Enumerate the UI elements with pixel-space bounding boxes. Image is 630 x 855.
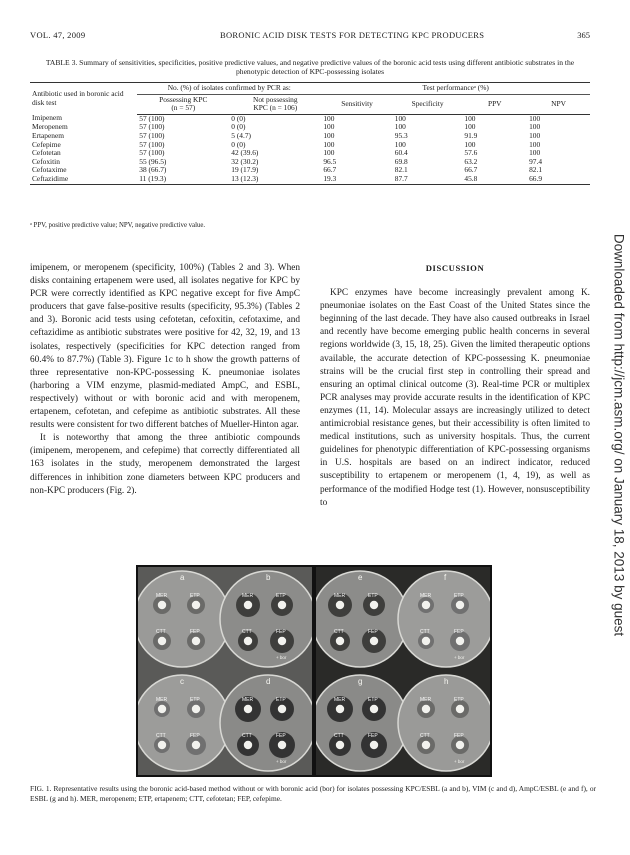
petri-dish (316, 571, 408, 667)
boronic-label: + bor (454, 655, 465, 660)
antibiotic-disk (370, 637, 378, 645)
table-cell: 100 (394, 122, 406, 132)
antibiotic-disk (370, 705, 378, 713)
table-footnote: ᵃ PPV, positive predictive value; NPV, negative predictive value. (30, 222, 206, 229)
table-cell: 63.2 (464, 156, 478, 166)
petri-dish (398, 571, 490, 667)
table-cell: 100 (529, 139, 541, 149)
antibiotic-disk (244, 601, 252, 609)
petri-photo (316, 671, 490, 775)
table-row (30, 132, 590, 141)
table-cell: 57.6 (464, 148, 478, 158)
table-cell: 100 (529, 113, 541, 123)
antibiotic-disk (370, 741, 378, 749)
antibiotic-disk (370, 601, 378, 609)
disk-label: FEP (368, 629, 378, 635)
disk-label: MER (334, 697, 346, 703)
antibiotic-disk (336, 741, 344, 749)
table-cell: 57 (100) (139, 148, 165, 158)
table-cell: 100 (323, 148, 335, 158)
antibiotic-disk (158, 705, 166, 713)
petri-dish (138, 571, 230, 667)
table-cell: 97.4 (529, 156, 543, 166)
table-cell: 95.3 (394, 130, 408, 140)
disk-label: FEP (276, 629, 286, 635)
group-header-performance: Test performanceᵃ (%) (321, 83, 590, 95)
table-row (30, 158, 590, 167)
antibiotic-disk (422, 601, 430, 609)
table-cell: 32 (30.2) (231, 156, 259, 166)
antibiotic-disk (192, 705, 200, 713)
table-cell: 19.3 (321, 175, 392, 184)
petri-dish (220, 571, 312, 667)
table-row (30, 175, 590, 184)
panel-letter: g (358, 677, 363, 686)
figure-panel-pair (138, 671, 312, 775)
panel-letter: c (180, 677, 184, 686)
antibiotic-disk (158, 601, 166, 609)
table-cell: 55 (96.5) (139, 156, 167, 166)
antibiotic-disk (456, 601, 464, 609)
paragraph: imipenem, or meropenem (specificity, 100%) (Tables 2 and 3). When disks containing ertapenem were used, all isolates negative for KPC by PCR were correctly identified as KPC negative except for five AmpC producers that gave false-positive results (specificity, 95.3%) (Tables 2 and 3). Boronic acid tests using cefotetan, cefoxitin, cefotaxime, and ceftazidime as antibiotic substrates were positive for 42, 32, 19, and 13 isolates, respectively (specificities for KPC detection ranged from 60.4% to 87.7%) (Table 3). Figure 1c to h show the growth patterns of three representative non-KPC-possessing K. pneumoniae isolates (harboring a VIM enzyme, plasmid-mediated AmpC, and ESBL, respectively) without or with boronic acid and with meropenem, ertapenem, cefotetan, and cefepime as antibiotic substrates. All these results were consistent for two different batches of Mueller-Hinton agar. (30, 263, 300, 431)
disk-label: FEP (276, 733, 286, 739)
disk-label: FEP (454, 629, 464, 635)
antibiotic-disk (422, 637, 430, 645)
cell-antibiotic: Meropenem (32, 122, 68, 132)
table-cell: 100 (529, 122, 541, 132)
cell-antibiotic: Cefoxitin (32, 156, 60, 166)
table-cell: 0 (0) (231, 139, 246, 149)
table-cell: 100 (529, 130, 541, 140)
petri-dish (220, 675, 312, 771)
table-cell: 100 (323, 113, 335, 123)
disk-label: MER (242, 697, 254, 703)
disk-label: MER (420, 697, 432, 703)
disk-label: MER (156, 593, 168, 599)
antibiotic-disk (336, 637, 344, 645)
panel-letter: d (266, 677, 271, 686)
table-cell: 100 (323, 122, 335, 132)
disk-label: CTT (334, 629, 344, 635)
table-cell: 82.1 (394, 165, 408, 175)
petri-photo (138, 567, 312, 671)
petri-dish (138, 675, 230, 771)
table-cell: 69.8 (394, 156, 408, 166)
table-cell: 91.9 (464, 130, 478, 140)
petri-dish (398, 675, 490, 771)
figure-caption: FIG. 1. Representative results using the boronic acid-based method without or with boronic acid (bor) for isolates possessing KPC/ESBL (a and b), VIM (c and d), AmpC/ESBL (e and f), or ESBL (g and h). MER, meropenem; ETP, ertapenem; CTT, cefotetan; FEP, cefepime. (30, 784, 596, 803)
panel-letter: h (444, 677, 449, 686)
disk-label: FEP (190, 733, 200, 739)
panel-letter: a (180, 573, 185, 582)
petri-photo (316, 567, 490, 671)
cell-antibiotic: Imipenem (32, 113, 62, 123)
antibiotic-disk (336, 705, 344, 713)
table-cell: 42 (39.6) (231, 148, 259, 158)
table-cell: 57 (100) (139, 122, 165, 132)
disk-label: FEP (454, 733, 464, 739)
disk-label: MER (420, 593, 432, 599)
paragraph: KPC enzymes have become increasingly prevalent among K. pneumoniae isolates on the East Coast of the United States since the beginning of the last decade. They have also caused outbreaks in Israel and recently have become emerging public health concerns in several regions worldwide (3, 15, 18, 25). Given the limited therapeutic options available, the accurate detection of KPC-possessing K. pneumoniae strains will be the crucial first step in controlling their spread and ensuring an optimal clinical outcome (3). Real-time PCR or multiplex PCR analyses may provide accurate results in the identification of KPC enzymes (11, 14). Molecular assays are increasingly utilized to detect antimicrobial resistance genes, but their accessibility is often limited to medical institutions, such as university hospitals. Thus, the current guidelines for phenotypic differentiation of KPC-possessing organisms in U.S. hospitals are based on an indirect indicator, reduced susceptibility to ertapenem or meropenem (1, 4, 19), as well as performance of the modified Hodge test (1). However, nonsusceptibility to (320, 288, 590, 508)
antibiotic-disk (456, 705, 464, 713)
left-text-column (30, 262, 300, 498)
cell-antibiotic: Ertapenem (32, 130, 65, 140)
column-header-npv: NPV (527, 94, 590, 114)
disk-label: ETP (190, 697, 200, 703)
column-header-antibiotic: Antibiotic used in boronic acid disk test (30, 83, 137, 115)
cell-antibiotic: Ceftazidime (30, 175, 137, 184)
figure-panel-pair (138, 567, 312, 671)
table-cell: 87.7 (393, 175, 463, 184)
page-number: 365 (577, 30, 590, 40)
results-table (30, 82, 590, 185)
boronic-label: + bor (276, 759, 287, 764)
panel-letter: b (266, 573, 271, 582)
column-header-sensitivity: Sensitivity (321, 94, 392, 114)
table-cell: 82.1 (529, 165, 543, 175)
disk-label: FEP (368, 733, 378, 739)
table-cell: 57 (100) (139, 113, 165, 123)
table-cell: 66.7 (323, 165, 337, 175)
column-header-specificity: Specificity (393, 94, 463, 114)
figure-panel-pair (316, 567, 490, 671)
column-header-ppv: PPV (462, 94, 527, 114)
disk-label: CTT (242, 629, 252, 635)
section-heading: DISCUSSION (425, 263, 485, 273)
table-cell: 100 (464, 113, 476, 123)
antibiotic-disk (158, 741, 166, 749)
antibiotic-disk (192, 741, 200, 749)
antibiotic-disk (422, 741, 430, 749)
antibiotic-disk (456, 741, 464, 749)
disk-label: CTT (156, 733, 166, 739)
table-cell: 11 (19.3) (137, 175, 229, 184)
panel-letter: e (358, 573, 363, 582)
disk-label: ETP (190, 593, 200, 599)
table-cell: 66.7 (464, 165, 478, 175)
disk-label: ETP (454, 697, 464, 703)
disk-label: ETP (368, 697, 378, 703)
boronic-label: + bor (454, 759, 465, 764)
table-cell: 57 (100) (139, 139, 165, 149)
column-header-kpc: Possessing KPC (n = 57) (137, 94, 229, 114)
cell-antibiotic: Cefotaxime (32, 165, 67, 175)
antibiotic-disk (456, 637, 464, 645)
table-cell: 100 (323, 139, 335, 149)
disk-label: CTT (420, 629, 430, 635)
figure-panel-pair (316, 671, 490, 775)
table-cell: 38 (66.7) (139, 165, 167, 175)
disk-label: MER (334, 593, 346, 599)
antibiotic-disk (244, 705, 252, 713)
disk-label: ETP (454, 593, 464, 599)
disk-label: MER (242, 593, 254, 599)
table-cell: 66.9 (527, 175, 590, 184)
table-cell: 100 (394, 113, 406, 123)
column-header-not-kpc: Not possessing KPC (n = 106) (229, 94, 321, 114)
table-row (30, 141, 590, 150)
right-text-column (320, 262, 590, 510)
table-cell: 45.8 (462, 175, 527, 184)
table-row (30, 149, 590, 158)
antibiotic-disk (336, 601, 344, 609)
running-title: BORONIC ACID DISK TESTS FOR DETECTING KPC PRODUCERS (220, 30, 485, 40)
antibiotic-disk (158, 637, 166, 645)
antibiotic-disk (192, 601, 200, 609)
disk-label: CTT (242, 733, 252, 739)
table-cell: 57 (100) (139, 130, 165, 140)
table-cell: 5 (4.7) (231, 130, 252, 140)
cell-antibiotic: Cefepime (32, 139, 61, 149)
antibiotic-disk (278, 601, 286, 609)
table-cell: 100 (529, 148, 541, 158)
volume-label: VOL. 47, 2009 (30, 30, 86, 40)
disk-label: ETP (276, 697, 286, 703)
antibiotic-disk (244, 741, 252, 749)
antibiotic-disk (192, 637, 200, 645)
petri-dish (316, 675, 408, 771)
cell-antibiotic: Cefotetan (32, 148, 61, 158)
table-cell: 96.5 (323, 156, 337, 166)
group-header-pcr: No. (%) of isolates confirmed by PCR as: (137, 83, 321, 95)
disk-label: CTT (334, 733, 344, 739)
antibiotic-disk (244, 637, 252, 645)
table-cell: 100 (464, 139, 476, 149)
table-cell: 0 (0) (231, 122, 246, 132)
table-cell: 60.4 (394, 148, 408, 158)
antibiotic-disk (278, 637, 286, 645)
download-watermark: Downloaded from http://jcm.asm.org/ on January 18, 2013 by guest (611, 233, 627, 637)
disk-label: ETP (276, 593, 286, 599)
table-cell: 0 (0) (231, 113, 246, 123)
table-caption: TABLE 3. Summary of sensitivities, specificities, positive predictive values, and negative predictive values of the boronic acid tests using different antibiotic substrates in the phenotypic detection of KPC-possessing isolates (45, 58, 575, 76)
antibiotic-disk (278, 741, 286, 749)
table-cell: 19 (17.9) (231, 165, 259, 175)
figure-petri-dishes (136, 565, 492, 777)
table-row (30, 123, 590, 132)
antibiotic-disk (422, 705, 430, 713)
petri-photo (138, 671, 312, 775)
paragraph: It is noteworthy that among the three antibiotic compounds (imipenem, meropenem, and cefepime) that correctly differentiated all 163 isolates in the study, meropenem demonstrated the largest differences in inhibition zone diameters between KPC producers and non-KPC producers (Fig. 2). (30, 433, 300, 496)
table-cell: 100 (323, 130, 335, 140)
boronic-label: + bor (276, 655, 287, 660)
table-cell: 13 (12.3) (229, 175, 321, 184)
antibiotic-disk (278, 705, 286, 713)
disk-label: CTT (420, 733, 430, 739)
table-cell: 100 (464, 122, 476, 132)
table-cell: 100 (394, 139, 406, 149)
disk-label: FEP (190, 629, 200, 635)
disk-label: CTT (156, 629, 166, 635)
panel-letter: f (444, 573, 447, 582)
disk-label: MER (156, 697, 168, 703)
disk-label: ETP (368, 593, 378, 599)
table-row (30, 166, 590, 175)
table-row (30, 114, 590, 123)
